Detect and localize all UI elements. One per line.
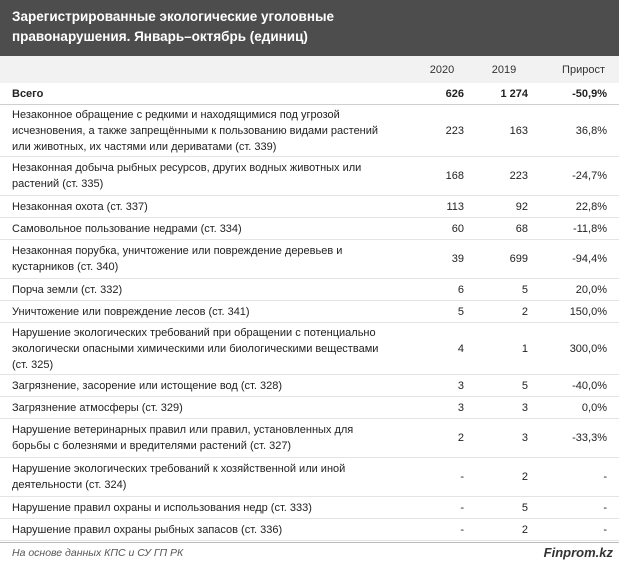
row-2020: - [412,497,472,519]
table-row [0,279,619,301]
row-2019: 5 [472,375,536,397]
crimes-table [0,56,619,541]
row-2019: 2 [472,458,536,497]
table-row [0,458,619,497]
brand-logo: Finprom.kz [543,545,613,560]
table-header-row [0,56,619,83]
row-name: Нарушение правил охраны и использования недр (ст. 333) [0,497,412,519]
table-row [0,301,619,323]
row-growth: -24,7% [536,157,619,196]
row-2020: 60 [412,218,472,240]
row-2019: 163 [472,105,536,157]
row-name: Загрязнение атмосферы (ст. 329) [0,397,412,419]
row-2019: 2 [472,519,536,541]
row-2019: 223 [472,157,536,196]
row-growth: 0,0% [536,397,619,419]
row-2020: - [412,519,472,541]
footer [0,542,619,564]
row-2019: 3 [472,419,536,458]
row-2019: 5 [472,497,536,519]
row-2020: - [412,458,472,497]
row-growth: -11,8% [536,218,619,240]
row-2020: 3 [412,375,472,397]
row-2019: 1 274 [472,83,536,105]
row-growth: -33,3% [536,419,619,458]
table-title [0,0,619,56]
row-2019: 92 [472,196,536,218]
row-2019: 699 [472,240,536,279]
row-name: Нарушение правил охраны рыбных запасов (ст. 336) [0,519,412,541]
row-2020: 6 [412,279,472,301]
header-2020: 2020 [412,56,472,83]
row-growth: -50,9% [536,83,619,105]
row-2020: 2 [412,419,472,458]
row-growth: 20,0% [536,279,619,301]
table-row [0,196,619,218]
row-name: Уничтожение или повреждение лесов (ст. 341) [0,301,412,323]
table-row [0,397,619,419]
row-name: Незаконное обращение с редкими и находящимися под угрозой исчезновения, а также запрещёнными к пользованию видами растений или животных, их частями или дериватами (ст. 339) [0,105,412,157]
table-row [0,218,619,240]
source-note: На основе данных КПС и СУ ГП РК [12,547,184,559]
row-name: Нарушение ветеринарных правил или правил, установленных для борьбы с болезнями и вредителями растений (ст. 327) [0,419,412,458]
row-growth: -40,0% [536,375,619,397]
row-name: Нарушение экологических требований к хозяйственной или иной деятельности (ст. 324) [0,458,412,497]
row-growth: 22,8% [536,196,619,218]
row-2020: 3 [412,397,472,419]
table-row [0,497,619,519]
row-2019: 68 [472,218,536,240]
row-name: Порча земли (ст. 332) [0,279,412,301]
header-2019: 2019 [472,56,536,83]
table-row [0,240,619,279]
row-growth: 36,8% [536,105,619,157]
row-2020: 4 [412,323,472,375]
header-growth: Прирост [536,56,619,83]
table-row [0,419,619,458]
row-growth: - [536,519,619,541]
row-2020: 5 [412,301,472,323]
row-growth: - [536,458,619,497]
table-row [0,157,619,196]
table-row [0,375,619,397]
row-2020: 626 [412,83,472,105]
row-growth: 150,0% [536,301,619,323]
table-row [0,323,619,375]
row-2019: 5 [472,279,536,301]
row-growth: 300,0% [536,323,619,375]
row-2019: 2 [472,301,536,323]
table-row-total [0,83,619,105]
title-line-1: Зарегистрированные экологические уголовные [12,9,335,24]
row-name: Загрязнение, засорение или истощение вод (ст. 328) [0,375,412,397]
row-name: Нарушение экологических требований при обращении с потенциально экологически опасными химическими или биологическими веществами (ст. 325) [0,323,412,375]
row-name: Самовольное пользование недрами (ст. 334) [0,218,412,240]
row-2020: 223 [412,105,472,157]
row-growth: - [536,497,619,519]
row-name: Незаконная порубка, уничтожение или повреждение деревьев и кустарников (ст. 340) [0,240,412,279]
title-line-2: правонарушения. Январь–октябрь (единиц) [12,29,308,44]
row-2020: 39 [412,240,472,279]
table-row [0,105,619,157]
row-2020: 113 [412,196,472,218]
table-row [0,519,619,541]
row-name: Незаконная добыча рыбных ресурсов, других водных животных или растений (ст. 335) [0,157,412,196]
row-name: Всего [0,83,412,105]
row-growth: -94,4% [536,240,619,279]
row-name: Незаконная охота (ст. 337) [0,196,412,218]
row-2019: 3 [472,397,536,419]
header-name [0,56,412,83]
row-2019: 1 [472,323,536,375]
row-2020: 168 [412,157,472,196]
